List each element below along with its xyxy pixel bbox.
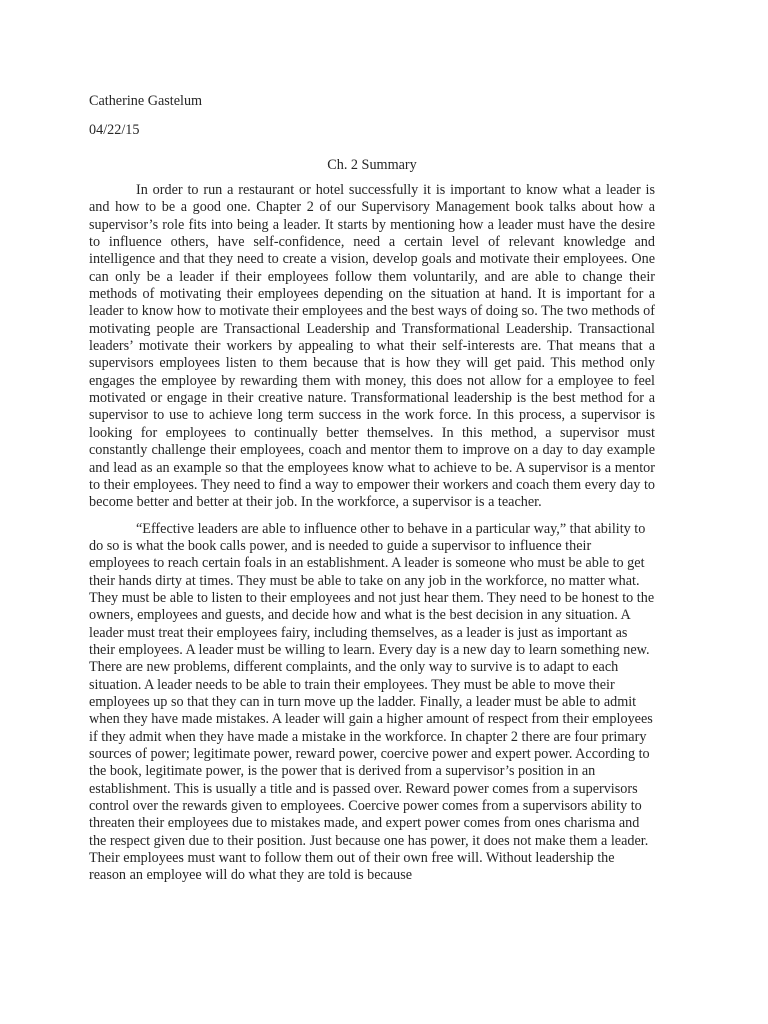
paragraph-2: “Effective leaders are able to influence other to behave in a particular way,” that ability to do so is what the book calls power, and is needed to guide a supervisor to influence their employees to reach certain foals in an establishment. A leader is someone who must be able to get their hands dirty at times. They must be able to take on any job in the workforce, no matter what. They must be able to listen to their employees and not just hear them. They need to be honest to the owners, employees and guests, and decide how and what is the best decision in any situation. A leader must treat their employees fairy, including themselves, as a leader is just as important as their employees. A leader must be willing to learn. Every day is a new day to learn something new. There are new problems, different complaints, and the only way to survive is to adapt to each situation. A leader needs to be able to train their employees. They must be able to move their employees up so that they can in turn move up the ladder. Finally, a leader must be able to admit when they have made mistakes. A leader will gain a higher amount of respect from their employees if they admit when they have made a mistake in the workforce. In chapter 2 there are four primary sources of power; legitimate power, reward power, coercive power and expert power. According to the book, legitimate power, is the power that is derived from a supervisor’s position in an establishment. This is usually a title and is passed over. Reward power comes from a supervisors control over the rewards given to employees. Coercive power comes from a supervisors ability to threaten their employees due to mistakes made, and expert power comes from ones charisma and the respect given due to their position. Just because one has power, it does not make them a leader. Their employees must want to follow them out of their own free will. Without leadership the reason an employee will do what they are told is because [89, 520, 655, 884]
paragraph-1: In order to run a restaurant or hotel successfully it is important to know what a leader is and how to be a good one. Chapter 2 of our Supervisory Management book talks about how a supervisor’s role fits into being a leader. It starts by mentioning how a leader must have the desire to influence others, have self-confidence, need a certain level of relevant knowledge and intelligence and that they need to create a vision, develop goals and motivate their employees. One can only be a leader if their employees follow them voluntarily, and are able to change their methods of motivating their employees depending on the situation at hand. It is important for a leader to know how to motivate their employees and the best ways of doing so. The two methods of motivating people are Transactional Leadership and Transformational Leadership. Transactional leaders’ motivate their workers by appealing to what their self-interests are. That means that a supervisors employees listen to them because that is how they will get paid. This method only engages the employee by rewarding them with money, this does not allow for a employee to feel motivated or engage in their creative nature. Transformational leadership is the best method for a supervisor to use to achieve long term success in the work force. In this process, a supervisor is looking for employees to continually better themselves. In this method, a supervisor must constantly challenge their employees, coach and mentor them to improve on a day to day example and lead as an example so that the employees know what to achieve to be. A supervisor is a mentor to their employees. They need to find a way to empower their workers and coach them every day to become better and better at their job. In the workforce, a supervisor is a teacher. [89, 182, 655, 511]
document-body [89, 91, 655, 894]
document-date: 04/22/15 [89, 122, 140, 138]
document-title: Ch. 2 Summary [327, 157, 417, 173]
author-name: Catherine Gastelum [89, 93, 203, 109]
